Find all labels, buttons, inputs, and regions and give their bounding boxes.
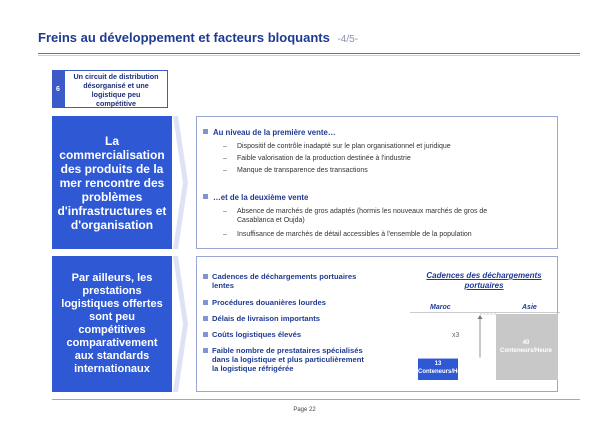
bullet-square-icon [203,129,208,134]
summary-line: compétitives [78,324,146,336]
section-tag [64,70,168,108]
list-item-text: Insuffisance de marchés de détail accessibles à l'ensemble de la population [237,231,472,238]
bullet-square-icon [203,316,208,321]
list-item-text: Dispositif de contrôle inadapté sur le plan organisationnel et juridique [237,143,451,150]
summary-line: internationaux [74,363,150,375]
arrow-up-icon [478,315,483,319]
bullet-item-text: Faible nombre de prestataires spécialisés [212,346,363,355]
list-item [223,166,368,175]
list-item-text: Casablanca et Oujda) [237,217,305,224]
bar-value-asie: 40 [522,340,530,346]
bullet-item-text: Délais de livraison importants [212,314,321,323]
summary-line: prestations [82,285,142,297]
bullet-item [203,330,301,339]
summary-line: d'infrastructures et [57,203,167,218]
dash-icon: – [223,231,227,238]
bullet-square-icon [203,194,208,199]
section2-summary-box [52,256,172,392]
bullet-heading [203,193,308,202]
section1-summary-box [52,116,172,249]
bullet-item-text: Cadences de déchargements portuaires [212,272,357,281]
list-item-text: Manque de transparence des transactions [237,167,368,174]
chevron-right-icon [173,256,189,392]
summary-line: Par ailleurs, les [71,272,153,284]
chevron-right-icon [173,116,189,249]
bullet-heading-text: Au niveau de la première vente… [213,128,336,137]
ratio-label: x3 [452,332,460,339]
section-tag-line: Un circuit de distribution [73,72,159,81]
section-tag-line: logistique peu [91,90,141,99]
bullet-item-text: Coûts logistiques élevés [212,330,302,339]
bullet-item-text: Procédures douanières lourdes [212,298,326,307]
bullet-item [203,272,356,290]
bullet-item-text: la logistique réfrigérée [212,364,294,373]
section-number-badge [52,70,64,108]
summary-line: mer rencontre des [59,175,165,190]
summary-line: commercialisation [59,147,165,162]
bullet-square-icon [203,300,208,305]
bar-label-asie [496,339,556,355]
summary-line: La [104,133,119,148]
section-number: 6 [56,85,60,93]
title-divider [38,53,580,54]
bar-label-maroc [418,360,471,376]
bar-value-maroc: 13 [434,360,442,367]
summary-line: des produits de la [60,161,164,176]
page-title [38,30,358,45]
bar-unit-maroc: Conteneurs/Heure [418,368,471,375]
bullet-square-icon [203,274,208,279]
section1-detail-box [196,116,558,249]
list-item-text: Absence de marchés de gros adaptés (hormis les nouveaux marchés de gros de [237,208,488,215]
chart-title-line: Cadences des déchargements [426,271,542,280]
bullet-heading [203,128,336,137]
page-indicator: -4/5- [337,34,359,45]
bullet-heading-text: …et de la deuxième vente [213,193,309,202]
title-divider-light [38,55,580,56]
dash-icon: – [223,143,227,150]
dash-icon: – [223,155,227,162]
bullet-square-icon [203,332,208,337]
summary-line: d'organisation [70,217,154,232]
summary-line: aux standards [74,350,150,362]
list-item [223,154,411,163]
summary-line: problèmes [81,189,143,204]
chart-title [414,271,554,291]
page-number: Page 22 [293,407,316,413]
page-title-text: Freins au développement et facteurs bloquants [38,30,330,45]
bullet-item-text: dans la logistique et plus particulièrement [212,355,364,364]
bullet-item [203,298,326,307]
list-item [223,142,451,151]
category-label-maroc: Maroc [430,304,451,311]
section-tag-line: désorganisé et une [83,81,149,90]
summary-line: comparativement [66,337,158,349]
bar-unit-asie: Conteneurs/Heure [499,348,552,354]
summary-line: sont peu [89,311,135,323]
list-item [223,230,472,239]
dash-icon: – [223,208,227,215]
category-label-asie: Asie [522,304,537,311]
list-item [223,207,487,225]
list-item-text: Faible valorisation de la production destinée à l'industrie [237,155,411,162]
bullet-item-text: lentes [212,281,234,290]
section-tag-line: compétitive [96,99,136,108]
bullet-item [203,346,364,373]
bullet-square-icon [203,348,208,353]
footer-divider [52,399,580,400]
dash-icon: – [223,167,227,174]
summary-line: logistiques offertes [61,298,163,310]
chart-title-line: portuaires [464,281,504,290]
bullet-item [203,314,320,323]
